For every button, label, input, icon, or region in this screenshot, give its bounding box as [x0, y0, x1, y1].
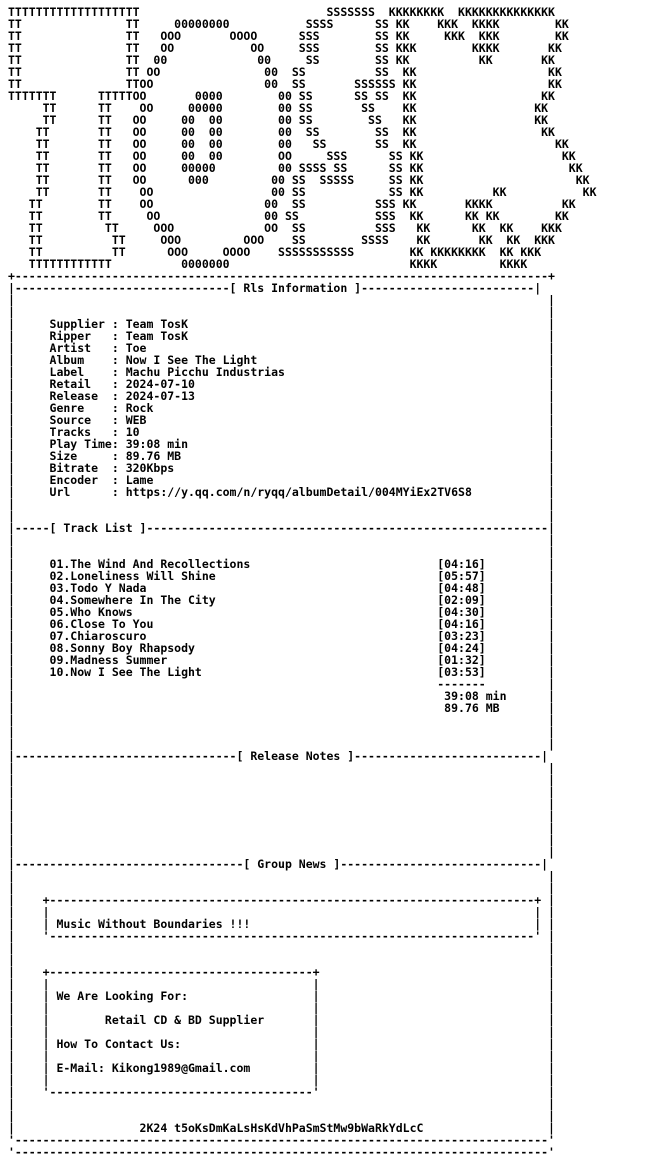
ascii-logo-line: TT TT OO 00 00 OO SSS SS KK KK — [8, 149, 576, 163]
track-list-item: | 08.Sonny Boy Rhapsody [04:24] | — [8, 641, 555, 655]
blank-frame-line: | | — [8, 773, 555, 787]
blank-frame-line: | | — [8, 533, 555, 547]
ascii-logo-line: TT TT OO 00 SS SS KK KK — [8, 65, 562, 79]
frame-bottom-outer: '-----------------------------------------------------------------------------' — [8, 1145, 555, 1159]
track-list-item: | 10.Now I See The Light [03:53] | — [8, 665, 555, 679]
rls-info-row: | Play Time: 39:08 min | — [8, 437, 555, 451]
ascii-logo-line: TT TT OO 000 00 SS SSSSS SS KK KK — [8, 173, 590, 187]
rls-information-header: |-------------------------------[ Rls Information ]-------------------------| — [8, 281, 542, 295]
rls-info-row: | Source : WEB | — [8, 413, 555, 427]
ascii-logo-line: TT TT OO 00 00 00 SS SS KK KK — [8, 137, 569, 151]
ascii-logo-line: TT TT OO 00 SS SSS KK KKKK KK — [8, 197, 576, 211]
rls-info-row: | Bitrate : 320Kbps | — [8, 461, 555, 475]
news-supplier-needed: | | Retail CD & BD Supplier | | — [8, 1013, 555, 1027]
news-box1-bottom: | '----------------------------------------------------------------------' | — [8, 929, 555, 943]
blank-frame-line: | | — [8, 845, 555, 859]
track-list-item: | 03.Todo Y Nada [04:48] | — [8, 581, 555, 595]
track-list-item: | 02.Loneliness Will Shine [05:57] | — [8, 569, 555, 583]
track-list-item: | 07.Chiaroscuro [03:23] | — [8, 629, 555, 643]
ascii-logo-line: TT TT OOO OOOO SSSSSSSSSSS KK KKKKKKKK KK KKK — [8, 245, 542, 259]
blank-frame-line: | | — [8, 833, 555, 847]
ascii-logo-line: TT TT OO OO SSS SS KKK KKKK KK — [8, 41, 562, 55]
track-list-item: | 01.The Wind And Recollections [04:16] | — [8, 557, 555, 571]
frame-top-border: +-----------------------------------------------------------------------------+ — [8, 269, 555, 283]
rls-info-row: | Artist : Toe | — [8, 341, 555, 355]
blank-frame-line: | | — [8, 725, 555, 739]
rls-info-row: | Encoder : Lame | — [8, 473, 555, 487]
blank-frame-line: | | — [8, 509, 555, 523]
total-play-time: | 39:08 min | — [8, 689, 555, 703]
ascii-logo-line: TT TT OO 00 SS SS KK KK KK — [8, 185, 597, 199]
rls-info-row: | Album : Now I See The Light | — [8, 353, 555, 367]
ascii-logo-line: TT TT OOO OOO SS SSSS KK KK KK KKK — [8, 233, 555, 247]
ascii-logo-line: TT TT OOO OOOO SSS SS KK KKK KKK KK — [8, 29, 569, 43]
rls-info-row: | Retail : 2024-07-10 | — [8, 377, 555, 391]
blank-frame-line: | | — [8, 761, 555, 775]
news-box2-line: | | | | — [8, 1073, 555, 1087]
rls-info-row: | Release : 2024-07-13 | — [8, 389, 555, 403]
blank-frame-line: | | — [8, 881, 555, 895]
blank-frame-line: | | — [8, 545, 555, 559]
rls-info-row: | Tracks : 10 | — [8, 425, 555, 439]
rls-info-row: | Size : 89.76 MB | — [8, 449, 555, 463]
totals-rule: | ------- | — [8, 677, 555, 691]
news-box2-line: | | | | — [8, 1001, 555, 1015]
blank-frame-line: | | — [8, 737, 555, 751]
total-size: | 89.76 MB | — [8, 701, 555, 715]
group-news-header: |---------------------------------[ Group News ]-----------------------------| — [8, 857, 549, 871]
frame-bottom-inner: '-----------------------------------------------------------------------------' — [8, 1133, 555, 1147]
news-looking-for: | | We Are Looking For: | | — [8, 989, 555, 1003]
blank-frame-line: | | — [8, 497, 555, 511]
blank-frame-line: | | — [8, 1097, 555, 1111]
ascii-logo-line: TT TTOO 00 SS SSSSSS KK KK — [8, 77, 562, 91]
blank-frame-line: | | — [8, 809, 555, 823]
ascii-logo-line: TT TT 00000000 SSSS SS KK KKK KKKK KK — [8, 17, 569, 31]
ascii-logo-line: TT TT OO 00 00 00 SS SS KK KK — [8, 113, 549, 127]
ascii-logo-line: TTTTTTTTTTTTTTTTTTT SSSSSSS KKKKKKKK KKKKKKKKKKKKKK — [8, 5, 555, 19]
track-list-item: | 06.Close To You [04:16] | — [8, 617, 555, 631]
rls-info-row: | Genre : Rock | — [8, 401, 555, 415]
blank-frame-line: | | — [8, 941, 555, 955]
rls-info-row: | Url : https://y.qq.com/n/ryqq/albumDetail/004MYiEx2TV6S8 | — [8, 485, 555, 499]
blank-frame-line: | | — [8, 821, 555, 835]
news-box1-line: | | | | — [8, 905, 555, 919]
news-box1-text: | | Music Without Boundaries !!! | | — [8, 917, 555, 931]
ascii-logo-line: TT TT OOO OO SS SSS KK KK KK KKK — [8, 221, 562, 235]
rls-info-row: | Label : Machu Picchu Industrias | — [8, 365, 555, 379]
news-box2-top: | +--------------------------------------+ | — [8, 965, 555, 979]
blank-frame-line: | | — [8, 869, 555, 883]
blank-frame-line: | | — [8, 713, 555, 727]
rls-info-row: | Supplier : Team TosK | — [8, 317, 555, 331]
blank-frame-line: | | — [8, 797, 555, 811]
ascii-logo-line: TTTTTTTTTTTT 0000000 KKKK KKKK — [8, 257, 528, 271]
track-list-header: |-----[ Track List ]----------------------------------------------------------| — [8, 521, 555, 535]
ascii-logo-line: TT TT OO 00000 00 SSSS SS SS KK KK — [8, 161, 583, 175]
news-box2-line: | | | | — [8, 977, 555, 991]
ascii-logo-line: TT TT OO 00 00 00 SS SS KK KK — [8, 125, 555, 139]
news-box2-line: | | | | — [8, 1025, 555, 1039]
news-contact-heading: | | How To Contact Us: | | — [8, 1037, 555, 1051]
ascii-logo-line: TTTTTTT TTTTTOO 0000 00 SS SS SS KK KK — [8, 89, 555, 103]
track-list-item: | 04.Somewhere In The City [02:09] | — [8, 593, 555, 607]
footer-signature: | 2K24 t5oKsDmKaLsHsKdVhPaSmStMw9bWaRkYdLcC | — [8, 1121, 555, 1135]
rls-info-row: | Ripper : Team TosK | — [8, 329, 555, 343]
news-contact-email: | | E-Mail: Kikong1989@Gmail.com | | — [8, 1061, 555, 1075]
ascii-logo-line: TT TT OO 00 SS SSS KK KK KK KK — [8, 209, 569, 223]
ascii-logo-line: TT TT OO 00000 00 SS SS KK KK — [8, 101, 549, 115]
blank-frame-line: | | — [8, 305, 555, 319]
track-list-item: | 05.Who Knows [04:30] | — [8, 605, 555, 619]
news-box2-line: | | | | — [8, 1049, 555, 1063]
blank-frame-line: | | — [8, 1109, 555, 1123]
release-notes-header: |--------------------------------[ Release Notes ]---------------------------| — [8, 749, 549, 763]
blank-frame-line: | | — [8, 953, 555, 967]
news-box1-top: | +----------------------------------------------------------------------+ | — [8, 893, 555, 907]
blank-frame-line: | | — [8, 785, 555, 799]
news-box2-bottom: | '--------------------------------------' | — [8, 1085, 555, 1099]
blank-frame-line: | | — [8, 293, 555, 307]
track-list-item: | 09.Madness Summer [01:32] | — [8, 653, 555, 667]
ascii-logo-line: TT TT 00 00 SS SS KK KK KK — [8, 53, 555, 67]
